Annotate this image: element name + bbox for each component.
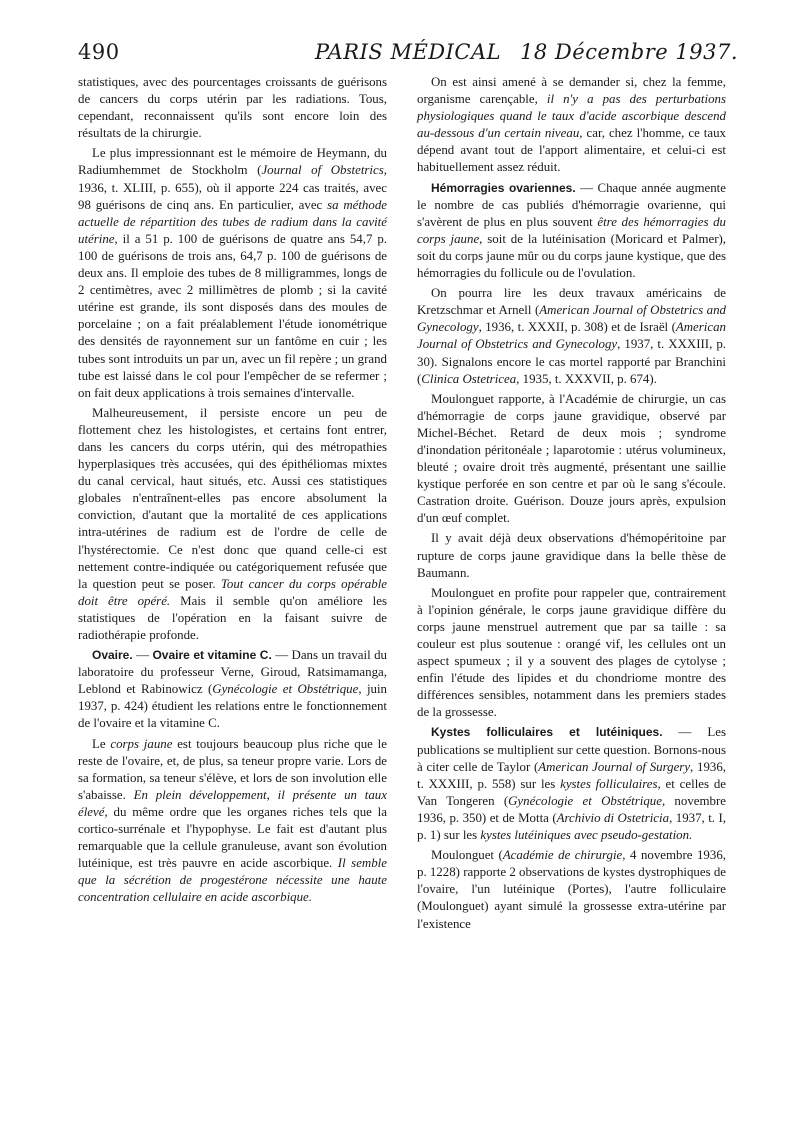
paragraph: Kystes folliculaires et lutéiniques. — Les publications se multiplient sur cette question. Bornons-nous à citer celle de Taylor (American Journal of Surgery, 1936, t. XXXIII, p. 558) sur les kystes folliculaires, et celles de Van Tongeren (Gynécologie et Obstétrique, novembre 1936, p. 350) et de Motta (Archivio di Ostetricia, 1937, t. I, p. 1) sur les kystes lutéiniques avec pseudo-gestation. <box>417 725 727 843</box>
subsection-heading: Hémorragies ovariennes. <box>431 180 576 195</box>
paragraph: Moulonguet rapporte, à l'Académie de chirurgie, un cas d'hémorragie de corps jaune gravidique, observé par Michel-Béchet. Retard de deux mois ; syndrome d'inondation péritonéale ; laparotomie : utérus volumineux, bleuté ; ovaire droit très augmenté, présentant une saillie kystique perforée en son centre et par où le sang s'écoule. Castration droite. Guérison. Douze jours après, expulsion d'un œuf complet. <box>417 391 726 526</box>
paragraph: Malheureusement, il persiste encore un peu de flottement chez les histologistes, et certains font entrer, dans les cancers du corps utérin, qui des métropathies hyperplasiques très accusées, qui des épithéliomas mixtes du canal cervical, haut situés, etc. Aussi ces statistiques globales n'entraînent-elles pas encore absolument la conviction, d'autant que la mortalité de ces applications intra-utérines de radium est de l'ordre de celle de l'hystérectomie. Ce n'est donc que quand celle-ci est nettement contre-indiquée ou catégoriquement refusée que la question peut se poser. Tout cancer du corps opérable doit être opéré. Mais il semble qu'on améliore les statistiques de l'opération en la faisant suivre de radiothérapie profonde. <box>78 405 388 642</box>
right-column <box>417 74 726 936</box>
paragraph: Moulonguet (Académie de chirurgie, 4 novembre 1936, p. 1228) rapporte 2 observations de kystes dystrophiques de l'ovaire, l'un lutéinique (Portes), l'autre folliculaire (Moulonguet) ayant simulé la grossesse extra-utérine par l'existence <box>417 848 726 931</box>
issue-date: 18 Décembre 1937. <box>520 40 738 64</box>
paragraph: statistiques, avec des pourcentages croissants de guérisons de cancers du corps utérin par les radiations. Tous, cependant, reconnaissent qu'ils sont encore loin des résultats de la chirurgie. <box>78 75 387 141</box>
subsection-heading: Kystes folliculaires et lutéiniques. <box>431 725 663 740</box>
page-number: 490 <box>78 40 120 64</box>
subsection-heading: Ovaire et vitamine C. <box>152 648 272 663</box>
paragraph: Moulonguet en profite pour rappeler que, contrairement à l'opinion générale, le corps jaune gravidique diffère du corps jaune menstruel autrement que par sa taille : sa couleur est plus soutenue : orangé vif, les cellules ont un aspect spumeux ; il y a souvent des plages de cytolyse ; enfin l'étude des lipides et du chondriome montre des différences sensibles, notamment dans les premiers stades de la grossesse. <box>417 585 726 720</box>
journal-title: PARIS MÉDICAL <box>314 40 502 64</box>
paragraph: Le corps jaune est toujours beaucoup plus riche que le reste de l'ovaire, et, de plus, sa teneur propre varie. Lors de sa formation, sa teneur s'élève, et lors de son involution elle s'abaisse. En plein développement, il présente un taux élevé, du même ordre que les organes riches tels que la cortico-surrénale et l'hypophyse. Le fait est d'autant plus remarquable que la cellule granuleuse, avant son évolution lutéinique, est très pauvre en acide ascorbique. Il semble que la sécrétion de progestérone nécessite une haute concentration cellulaire en acide ascorbique. <box>78 736 387 905</box>
section-heading: Ovaire. <box>92 648 133 663</box>
running-header <box>78 40 738 70</box>
paragraph: On est ainsi amené à se demander si, chez la femme, organisme carençable, il n'y a pas des perturbations physiologiques quand le taux d'acide ascorbique descend au-dessous d'un certain niveau, car, chez l'homme, ce taux dépend avant tout de l'apport alimentaire, et celui-ci est habituellement assez réduit. <box>417 75 726 175</box>
paragraph: On pourra lire les deux travaux américains de Kretzschmar et Arnell (American Journal of Obstetrics and Gynecology, 1936, t. XXXII, p. 308) et de Israël (American Journal of Obstetrics and Gynecology, 1937, t. XXXIII, p. 30). Signalons encore le cas mortel rapporté par Branchini (Clinica Ostetricea, 1935, t. XXXVII, p. 674). <box>417 286 726 386</box>
left-column <box>78 74 387 910</box>
paragraph: Il y avait déjà deux observations d'hémopéritoine par rupture de corps jaune gravidique dans la belle thèse de Baumann. <box>417 531 726 580</box>
paragraph: Le plus impressionnant est le mémoire de Heymann, du Radiumhemmet de Stockholm (Journal of Obstetrics, 1936, t. XLIII, p. 655), où il apporte 224 cas traités, avec 98 guérisons de cinq ans. En particulier, avec sa méthode actuelle de répartition des tubes de radium dans la cavité utérine, il a 51 p. 100 de guérisons de quatre ans 54,7 p. 100 de guérisons de trois ans, 64,7 p. 100 de guérisons de deux ans. Il emploie des tubes de 8 milligrammes, longs de 2 centimètres, avec 2 millimètres de plomb ; si la cavité utérine est grande, ils sont disposés dans des moules de porcelaine ; on a fait préalablement l'étude ionométrique des densités de rayonnement sur un fantôme en cuir ; les tubes sont introduits un par un, avec un fil repère ; un grand tube est laissé dans le col pour l'empêcher de se refermer ; on fait deux applications à trois semaines d'intervalle. <box>78 146 387 400</box>
paragraph: Ovaire. — Ovaire et vitamine C. — Dans un travail du laboratoire du professeur Verne, Giroud, Ratsimamanga, Leblond et Rabinowicz (Gynécologie et Obstétrique, juin 1937, p. 424) étudient les relations entre le fonctionnement de l'ovaire et la vitamine C. <box>78 648 388 731</box>
paragraph: Hémorragies ovariennes. — Chaque année augmente le nombre de cas publiés d'hémorragie ovarienne, qui s'avèrent de plus en plus souvent être des hémorragies du corps jaune, soit de la lutéinisation (Moricard et Palmer), soit du corps jaune mûr ou du corps jaune kystique, que des hémorragies du follicule ou de l'ovulation. <box>417 180 727 281</box>
